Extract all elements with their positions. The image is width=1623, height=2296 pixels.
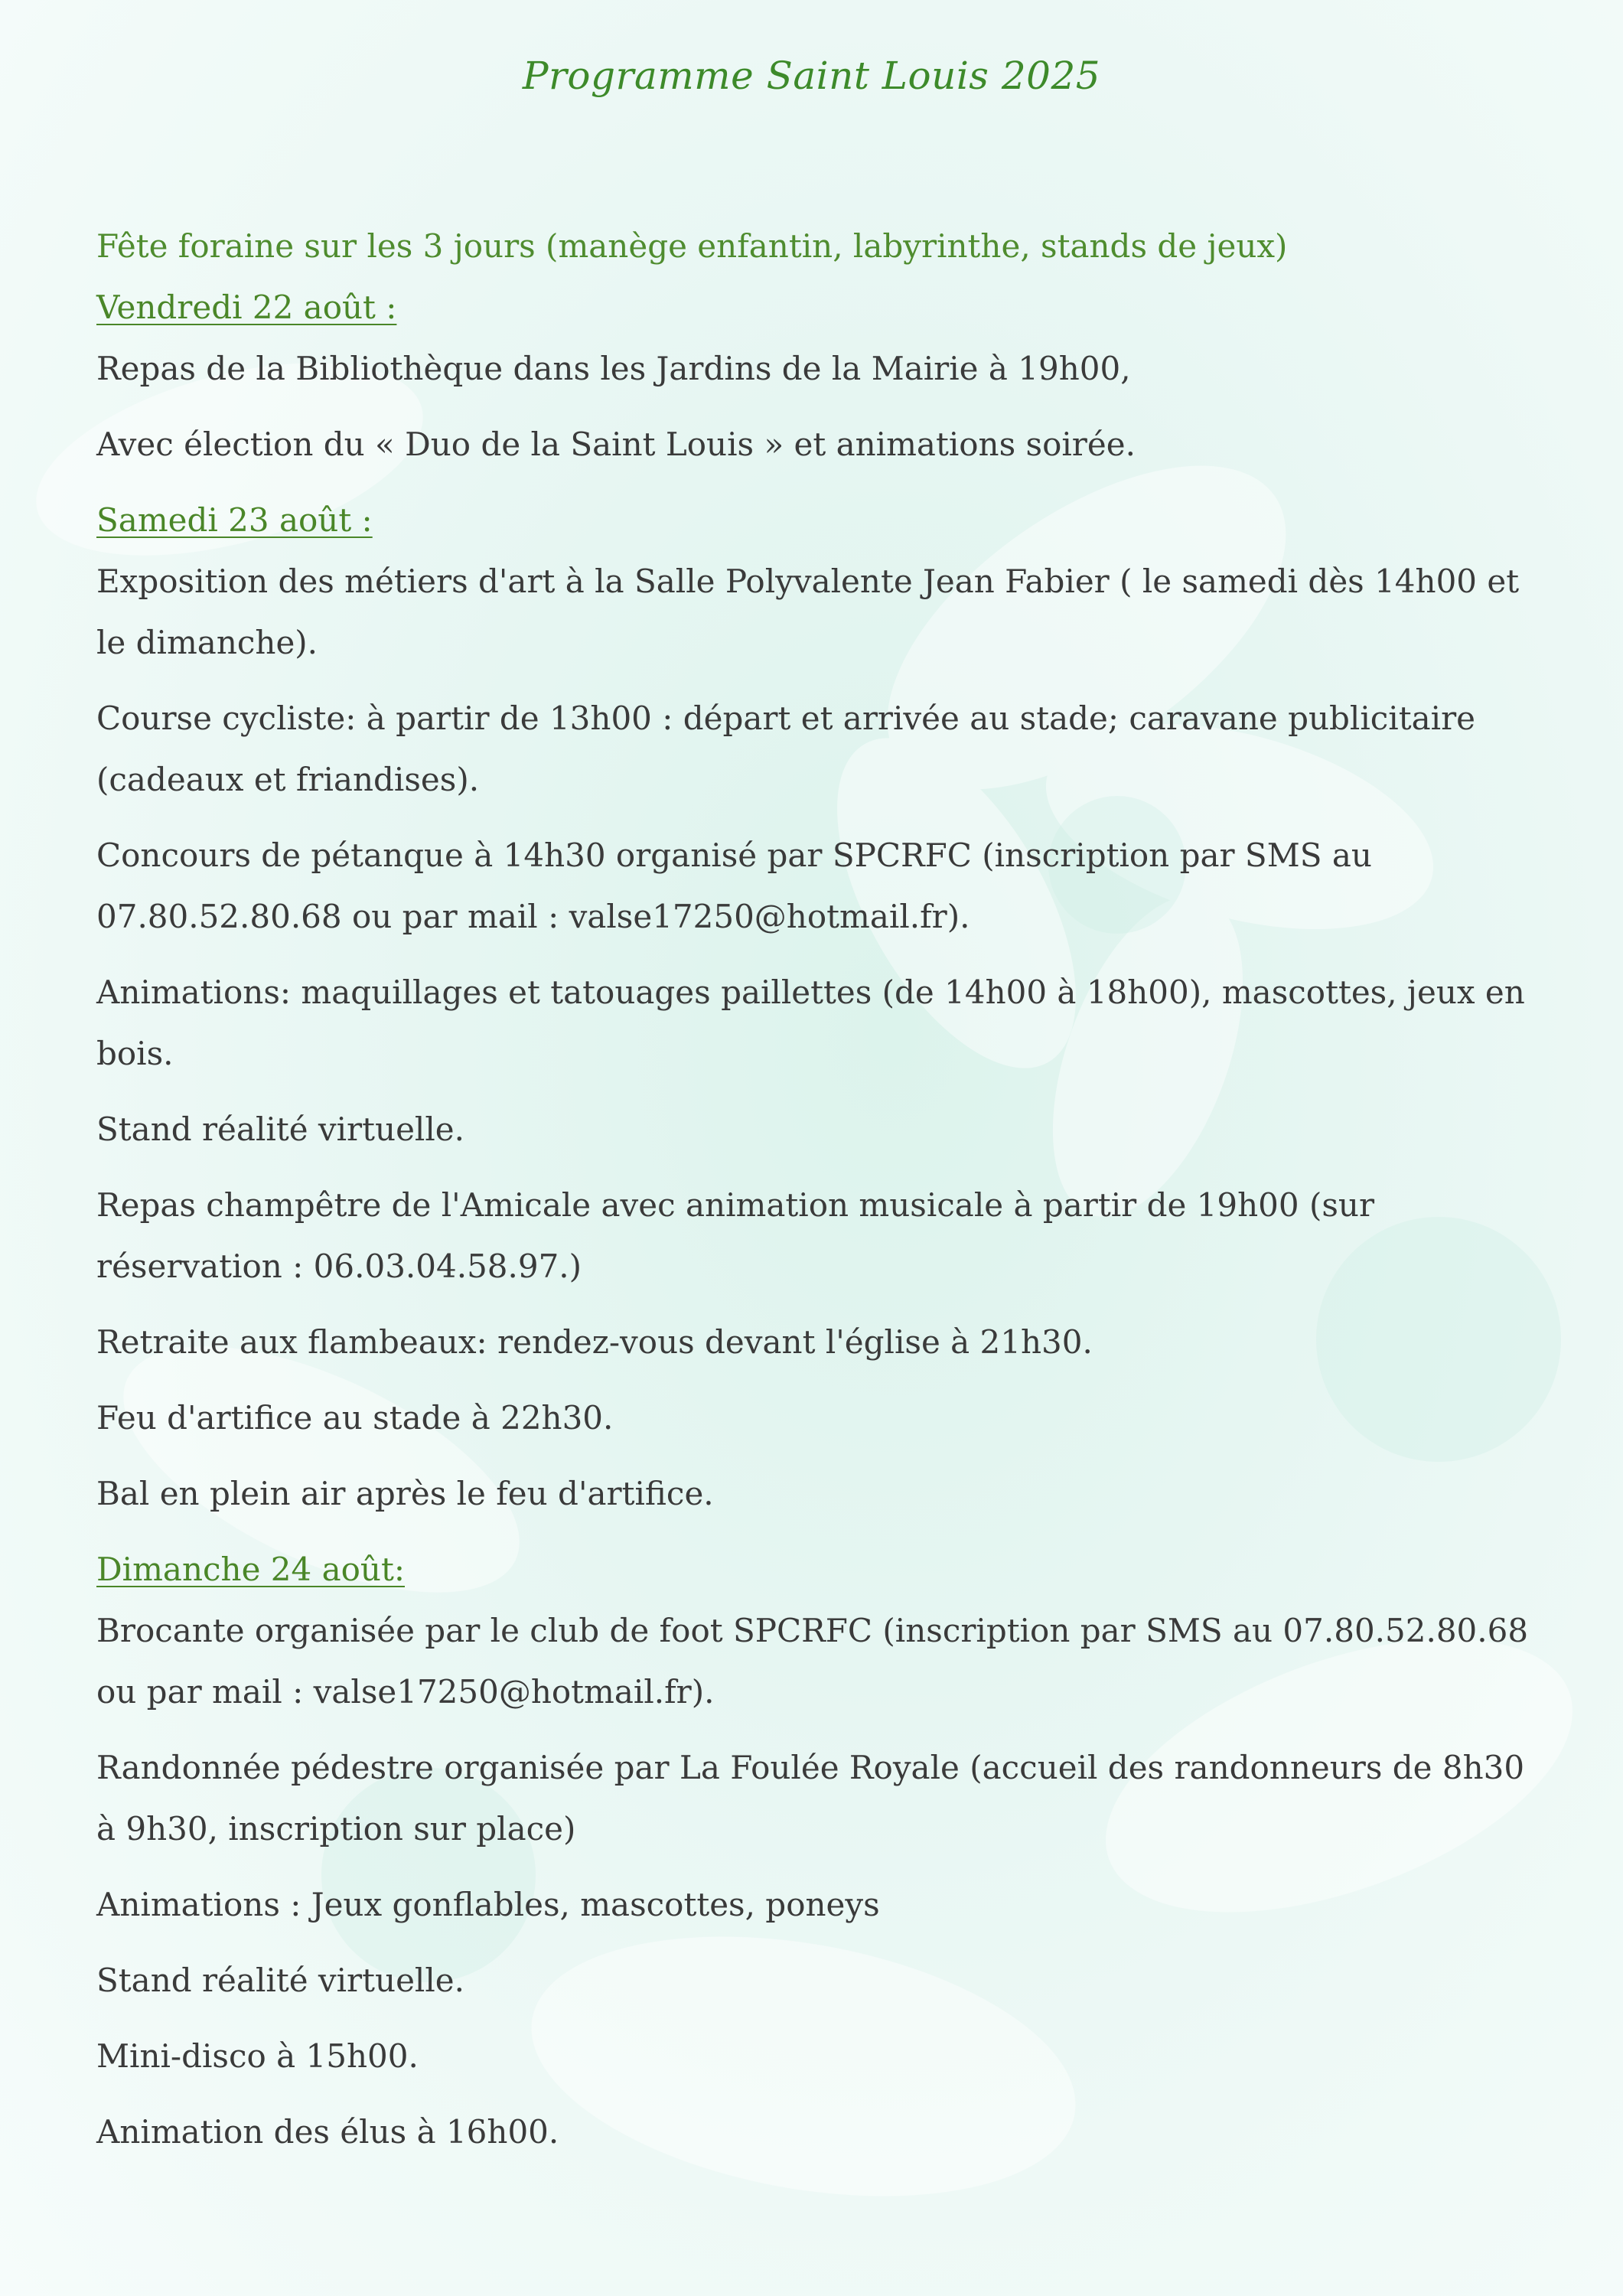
day-heading-sunday: Dimanche 24 août: — [96, 1551, 405, 1588]
program-item: Animation des élus à 16h00. — [96, 2113, 559, 2151]
intro-text: Fête foraine sur les 3 jours (manège enfantin, labyrinthe, stands de jeux) — [96, 227, 1288, 265]
day-heading-saturday: Samedi 23 août : — [96, 501, 373, 539]
section-friday — [96, 277, 1535, 475]
section-saturday — [96, 490, 1535, 1525]
program-item: Repas de la Bibliothèque dans les Jardins de la Mairie à 19h00, — [96, 350, 1131, 387]
program-item: Repas champêtre de l'Amicale avec animation musicale à partir de 19h00 (sur réservation : 06.03.04.58.97.) — [96, 1186, 1375, 1285]
page-title: Programme Saint Louis 2025 — [522, 54, 1101, 98]
program-item: Stand réalité virtuelle. — [96, 1962, 464, 1999]
program-content — [96, 216, 1535, 2177]
program-item: Bal en plein air après le feu d'artifice. — [96, 1475, 714, 1512]
program-item: Animations : Jeux gonflables, mascottes, poneys — [96, 1886, 880, 1923]
program-item: Feu d'artifice au stade à 22h30. — [96, 1399, 614, 1437]
section-sunday — [96, 1539, 1535, 2163]
program-item: Course cycliste: à partir de 13h00 : départ et arrivée au stade; caravane publicitaire (cadeaux et friandises). — [96, 700, 1476, 798]
program-item: Stand réalité virtuelle. — [96, 1110, 464, 1148]
program-item: Animations: maquillages et tatouages paillettes (de 14h00 à 18h00), mascottes, jeux en bois. — [96, 974, 1525, 1072]
program-item: Exposition des métiers d'art à la Salle Polyvalente Jean Fabier ( le samedi dès 14h00 et le dimanche). — [96, 563, 1520, 661]
program-item: Randonnée pédestre organisée par La Foulée Royale (accueil des randonneurs de 8h30 à 9h30, inscription sur place) — [96, 1749, 1525, 1848]
program-item: Mini-disco à 15h00. — [96, 2037, 419, 2075]
program-item: Avec élection du « Duo de la Saint Louis » et animations soirée. — [96, 426, 1136, 463]
program-item: Concours de pétanque à 14h30 organisé par SPCRFC (inscription par SMS au 07.80.52.80.68 ou par mail : valse17250@hotmail.fr). — [96, 837, 1372, 935]
day-heading-friday: Vendredi 22 août : — [96, 289, 397, 326]
program-item: Retraite aux flambeaux: rendez-vous devant l'église à 21h30. — [96, 1323, 1093, 1361]
program-item: Brocante organisée par le club de foot SPCRFC (inscription par SMS au 07.80.52.80.68 ou par mail : valse17250@hotmail.fr). — [96, 1612, 1529, 1711]
